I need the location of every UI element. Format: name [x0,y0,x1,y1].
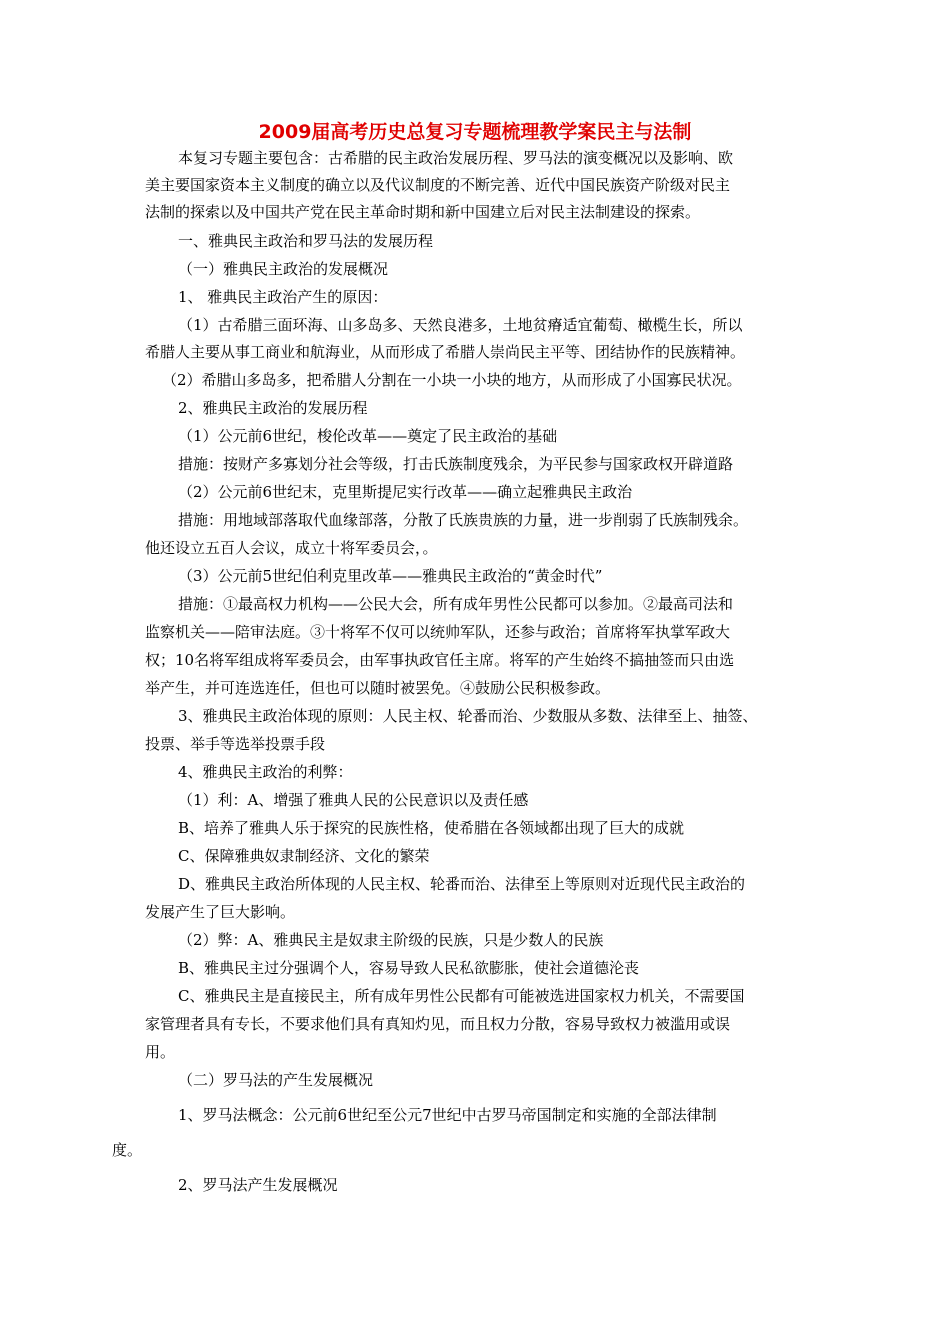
paragraph-line: 举产生，并可连选连任，但也可以随时被罢免。④鼓励公民积极参政。 [145,679,611,697]
paragraph-line: 法制的探索以及中国共产党在民主革命时期和新中国建立后对民主法制建设的探索。 [145,203,701,221]
paragraph-line: 措施：用地域部落取代血缘部落，分散了氏族贵族的力量，进一步削弱了氏族制残余。 [178,511,749,529]
paragraph-line: 1、 雅典民主政治产生的原因： [178,288,388,306]
paragraph-line: 本复习专题主要包含：古希腊的民主政治发展历程、罗马法的演变概况以及影响、欧 [178,149,734,167]
paragraph-line: 4、雅典民主政治的利弊： [178,763,353,781]
paragraph-line: C、雅典民主是直接民主，所有成年男性公民都有可能被选进国家权力机关，不需要国 [178,987,745,1005]
subsection-heading: （二）罗马法的产生发展概况 [178,1071,374,1089]
paragraph-line: 1、罗马法概念：公元前6世纪至公元7世纪中古罗马帝国制定和实施的全部法律制 [178,1106,717,1124]
paragraph-line: （2）希腊山多岛多，把希腊人分割在一小块一小块的地方，从而形成了小国寡民状况。 [162,371,742,389]
paragraph-line: 3、雅典民主政治体现的原则：人民主权、轮番而治、少数服从多数、法律至上、抽签、 [178,707,758,725]
paragraph-line: （3）公元前5世纪伯利克里改革——雅典民主政治的“黄金时代” [178,567,603,585]
paragraph-line: 监察机关——陪审法庭。③十将军不仅可以统帅军队，还参与政治；首席将军执掌军政大 [145,623,731,641]
paragraph-line: （1）古希腊三面环海、山多岛多、天然良港多，土地贫瘠适宜葡萄、橄榄生长，所以 [178,316,743,334]
paragraph-line: 措施：①最高权力机构——公民大会，所有成年男性公民都可以参加。②最高司法和 [178,595,734,613]
document-title: 2009届高考历史总复习专题梳理教学案民主与法制 [258,121,692,143]
paragraph-line: 投票、举手等选举投票手段 [145,735,326,753]
paragraph-line: 度。 [112,1141,143,1159]
paragraph-line: 发展产生了巨大影响。 [145,903,296,921]
paragraph-line: 希腊人主要从事工商业和航海业，从而形成了希腊人崇尚民主平等、团结协作的民族精神。 [145,343,746,361]
paragraph-line: B、雅典民主过分强调个人，容易导致人民私欲膨胀，使社会道德沦丧 [178,959,640,977]
paragraph-line: （2）公元前6世纪末，克里斯提尼实行改革——确立起雅典民主政治 [178,483,633,501]
paragraph-line: （2）弊：A、雅典民主是奴隶主阶级的民族，只是少数人的民族 [178,931,604,949]
subsection-heading: （一）雅典民主政治的发展概况 [178,260,389,278]
paragraph-line: （1）利：A、增强了雅典人民的公民意识以及责任感 [178,791,529,809]
paragraph-line: C、保障雅典奴隶制经济、文化的繁荣 [178,847,430,865]
paragraph-line: D、雅典民主政治所体现的人民主权、轮番而治、法律至上等原则对近现代民主政治的 [178,875,746,893]
paragraph-line: 2、罗马法产生发展概况 [178,1176,338,1194]
paragraph-line: 权；10名将军组成将军委员会，由军事执政官任主席。将军的产生始终不搞抽签而只由选 [145,651,735,669]
paragraph-line: 家管理者具有专长，不要求他们具有真知灼见，而且权力分散，容易导致权力被滥用或误 [145,1015,731,1033]
paragraph-line: 2、雅典民主政治的发展历程 [178,399,368,417]
section-heading: 一、雅典民主政治和罗马法的发展历程 [178,232,434,250]
paragraph-line: 他还设立五百人会议，成立十将军委员会，。 [145,539,438,557]
paragraph-line: （1）公元前6世纪，梭伦改革——奠定了民主政治的基础 [178,427,558,445]
paragraph-line: 措施：按财产多寡划分社会等级，打击氏族制度残余，为平民参与国家政权开辟道路 [178,455,734,473]
paragraph-line: 美主要国家资本主义制度的确立以及代议制度的不断完善、近代中国民族资产阶级对民主 [145,176,731,194]
paragraph-line: 用。 [145,1043,176,1061]
paragraph-line: B、培养了雅典人乐于探究的民族性格，使希腊在各领域都出现了巨大的成就 [178,819,685,837]
